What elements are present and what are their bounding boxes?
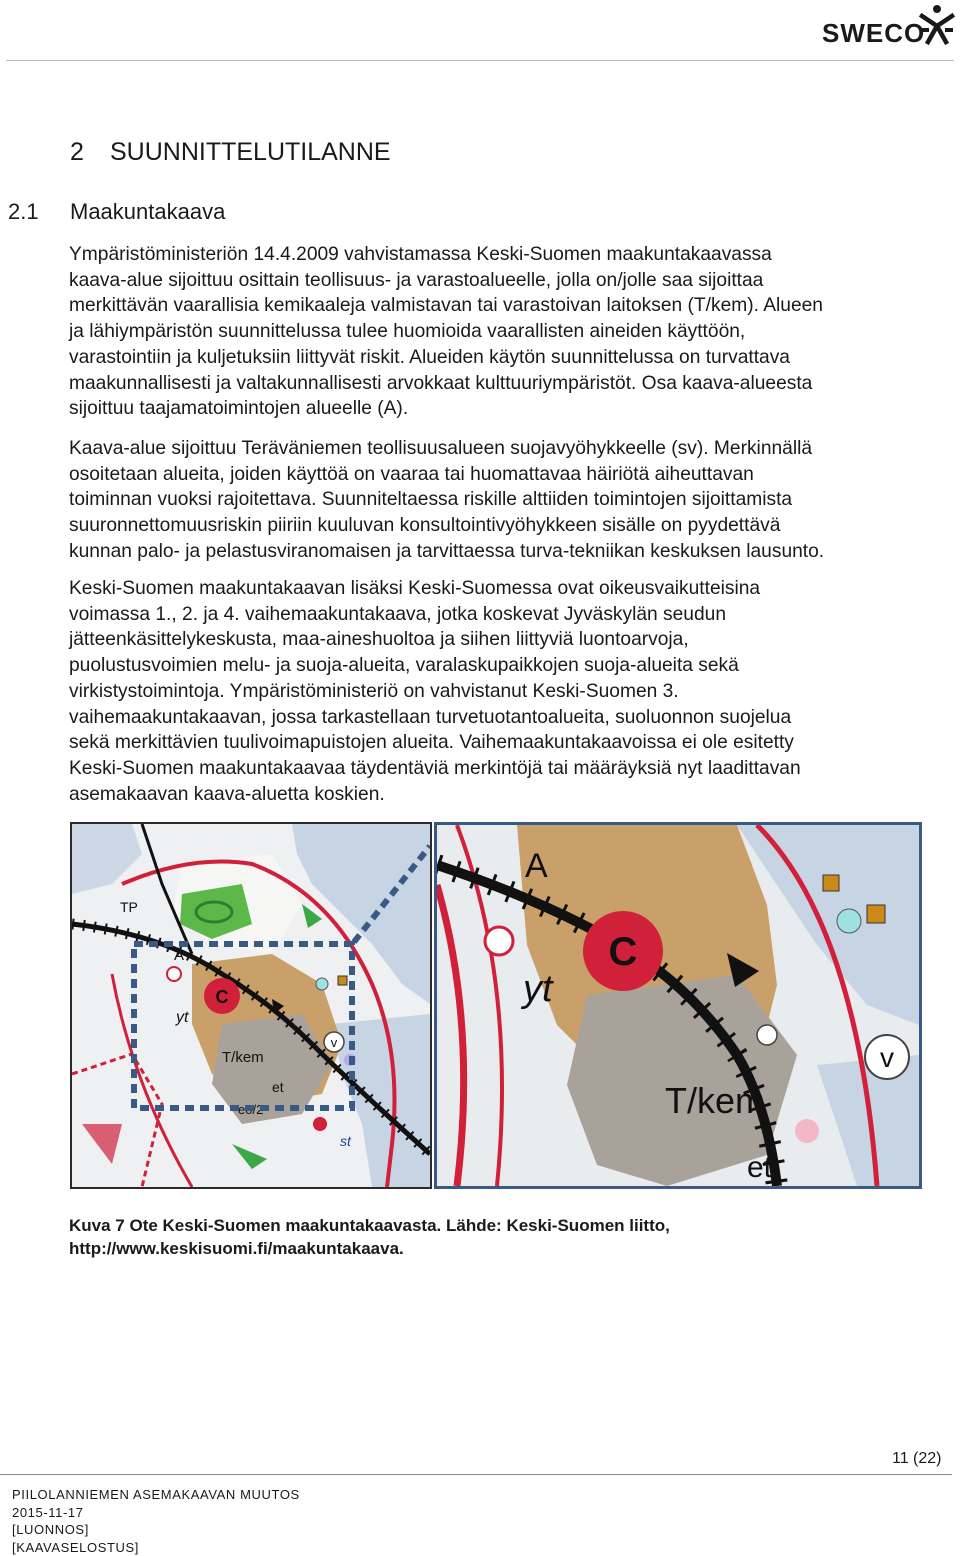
text-line: puolustusvoimien melu- ja suoja-alueita, varalaskupaikkojen suoja-alueita sekä [69,655,739,677]
map-zoom-label-v: v [880,1042,894,1073]
section-title: SUUNNITTELUTILANNE [110,138,391,166]
map-zoom-label-yt: yt [523,968,553,1010]
section-heading [70,138,391,167]
map-label-yt: yt [176,1009,189,1026]
map-zoom-label-c: C [608,930,638,974]
map-label-tp: TP [120,899,138,915]
footer-info [12,1486,300,1556]
footer-date: 2015-11-17 [12,1504,84,1520]
plan-map-zoomed [434,822,922,1189]
text-line: Keski-Suomen maakuntakaavaa täydentäviä merkintöjä tai määräyksiä nyt laadittavan [69,757,801,779]
text-line: virkistystoimintoja. Ympäristöministeriö on vahvistanut Keski-Suomen 3. [69,680,679,702]
map-zoomed-graphic [437,825,919,1186]
page-number: 11 (22) [892,1450,942,1467]
map-zoom-label-et: et [747,1151,773,1184]
footer-project: PIILOLANNIEMEN ASEMAKAAVAN MUUTOS [12,1487,300,1502]
figure-caption [69,1214,670,1260]
footer-doctype: [KAAVASELOSTUS] [12,1539,140,1555]
plan-map-overview [70,822,432,1189]
map-label-st: st [340,1133,351,1149]
sweco-logo [822,4,956,50]
text-line: sijoittuu taajamatoimintojen alueelle (A). [69,398,409,420]
caption-link[interactable]: http://www.keskisuomi.fi/maakuntakaava. [69,1239,404,1258]
text-line: sekä merkittävien tuulivoimapuistojen alueita. Vaihemaakuntakaavoissa ei ole esitetty [69,732,794,754]
text-line: osoitetaan alueita, joiden käyttöä on vaaraa tai huomattavaa häiriötä aiheuttavan [69,463,754,485]
map-label-eo2: eo/2 [238,1102,264,1117]
text-line: Keski-Suomen maakuntakaavan lisäksi Keski-Suomessa ovat oikeusvaikutteisina [69,578,761,599]
subsection-heading [8,199,225,225]
map-label-c: C [215,987,229,1007]
sweco-figure-icon [918,4,956,46]
logo-text: SWECO [822,18,926,48]
text-line: toiminnan vuoksi rajoitettava. Suunniteltaessa riskille alttiiden toimintojen sijoittamista [69,489,793,511]
footer-divider [0,1474,952,1475]
map-zoom-label-a: A [525,847,548,885]
map-zoom-label-tkem: T/kem [665,1080,766,1121]
map-label-tkem: T/kem [222,1049,264,1066]
caption-line: Kuva 7 Ote Keski-Suomen maakuntakaavasta. Lähde: Keski-Suomen liitto, [69,1216,670,1235]
text-line: Ympäristöministeriön 14.4.2009 vahvistamassa Keski-Suomen maakuntakaavassa [69,244,772,265]
text-line: ja lähiympäristön suunnittelussa tulee huomioida vaarallisten aineiden käyttöön, [69,321,746,343]
text-line: Kaava-alue sijoittuu Teräväniemen teollisuusalueen suojavyöhykkeelle (sv). Merkinnällä [69,438,813,459]
text-line: merkittävän vaarallisia kemikaaleja valmistavan tai varastoivan laitoksen (T/kem). Alueen [69,295,823,317]
map-label-a: A [174,947,185,964]
footer-status: [LUONNOS] [12,1522,89,1538]
text-line: asemakaavan kaava-aluetta koskien. [69,783,385,805]
header-divider [6,60,954,61]
paragraph-1 [69,242,953,422]
section-number: 2 [70,138,84,166]
map-label-et: et [272,1079,284,1095]
text-line: maakunnallisesti ja valtakunnallisesti arvokkaat kulttuuriympäristöt. Osa kaava-alueesta [69,372,813,394]
text-line: voimassa 1., 2. ja 4. vaihemaakuntakaava, jotka koskevat Jyväskylän seudun [69,603,726,625]
text-line: suuronnettomuusriskin piiriin kuuluvan konsultointivyöhykkeen sisälle on pyydettävä [69,515,781,537]
map-label-v: v [330,1035,338,1050]
text-line: varastointiin ja kuljetuksiin liittyvät riskit. Alueiden käytön suunnittelussa on turvattava [69,346,790,368]
subsection-title: Maakuntakaava [70,199,226,224]
map-overview-graphic [72,824,430,1187]
text-line: vaihemaakuntakaavan, jossa tarkastellaan turvetuotantoalueita, suoluonnon suojelua [69,706,792,728]
text-line: kunnan palo- ja pelastusviranomaisen ja tarvittaessa turva-tekniikan keskuksen lausunto. [69,540,825,562]
text-line: jätteenkäsittelykeskusta, maa-aineshuoltoa ja siihen liittyviä luontoarvoja, [69,629,689,651]
paragraph-3 [69,576,953,807]
paragraph-2 [69,436,953,565]
subsection-number: 2.1 [8,199,39,224]
text-line: kaava-alue sijoittuu osittain teollisuus- ja varastoalueelle, jolla on/jolle saa sijoittaa [69,269,764,291]
